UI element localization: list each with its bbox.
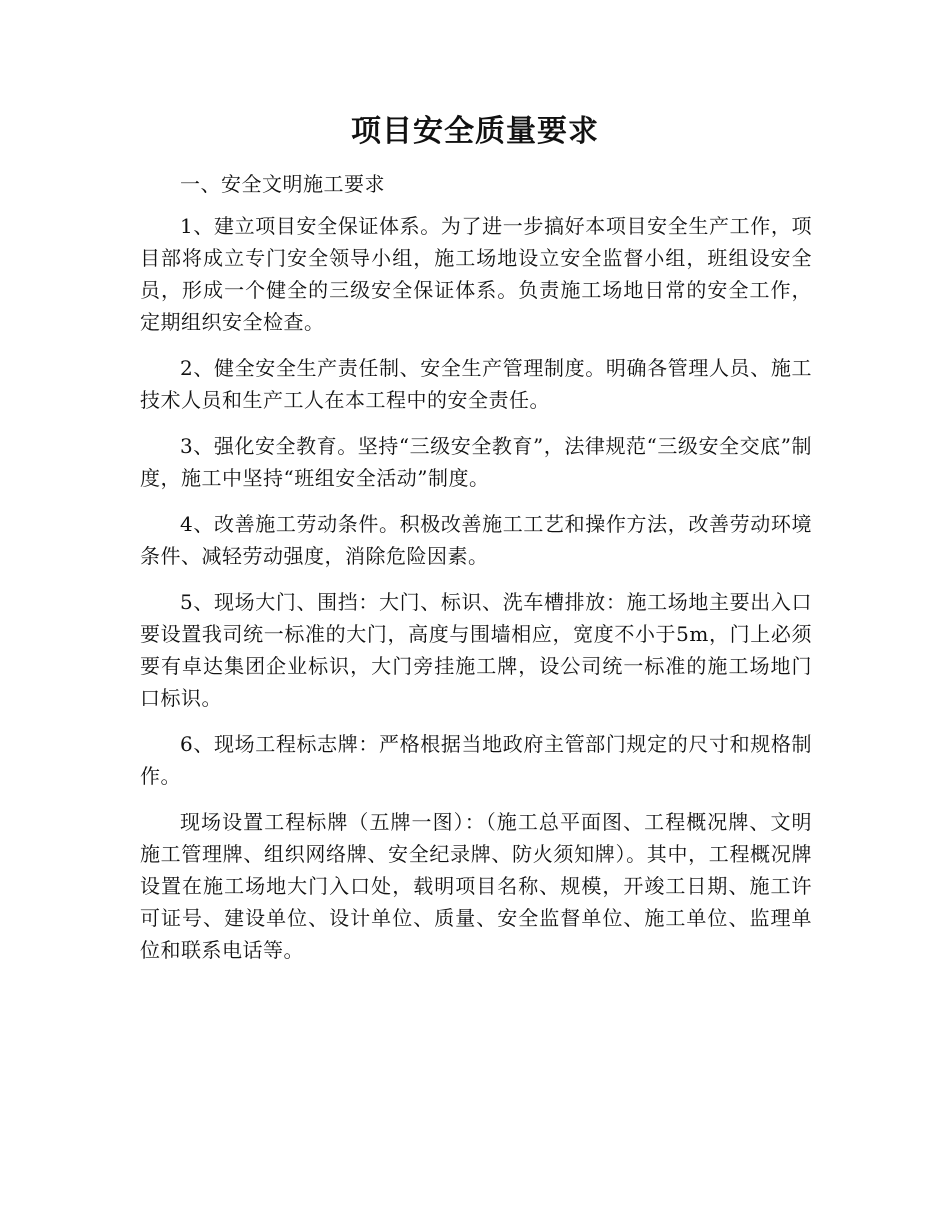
paragraph-1: 1、建立项目安全保证体系。为了进一步搞好本项目安全生产工作，项目部将成立专门安全领导小组，施工场地设立安全监督小组，班组设安全员，形成一个健全的三级安全保证体系。负责施工场地日常的安全工作，定期组织安全检查。: [140, 214, 812, 334]
document-body: [140, 168, 812, 980]
section-heading: 一、安全文明施工要求: [180, 172, 385, 196]
paragraph-2: 2、健全安全生产责任制、安全生产管理制度。明确各管理人员、施工技术人员和生产工人在本工程中的安全责任。: [140, 356, 812, 412]
paragraph-7: 现场设置工程标牌（五牌一图）：（施工总平面图、工程概况牌、文明施工管理牌、组织网络牌、安全纪录牌、防火须知牌）。其中，工程概况牌设置在施工场地大门入口处，载明项目名称、规模，开竣工日期、施工许可证号、建设单位、设计单位、质量、安全监督单位、施工单位、监理单位和联系电话等。: [140, 810, 812, 962]
paragraph-5: 5、现场大门、围挡：大门、标识、洗车槽排放：施工场地主要出入口要设置我司统一标准的大门，高度与围墙相应，宽度不小于5m，门上必须要有卓达集团企业标识，大门旁挂施工牌，设公司统一标准的施工场地门口标识。: [140, 590, 812, 710]
paragraph-4: 4、改善施工劳动条件。积极改善施工工艺和操作方法，改善劳动环境条件、减轻劳动强度，消除危险因素。: [140, 512, 812, 568]
paragraph-3: 3、强化安全教育。坚持“三级安全教育”，法律规范“三级安全交底”制度，施工中坚持“班组安全活动”制度。: [140, 434, 812, 490]
paragraph-6: 6、现场工程标志牌：严格根据当地政府主管部门规定的尺寸和规格制作。: [140, 732, 812, 788]
document-title: 项目安全质量要求: [351, 114, 599, 149]
